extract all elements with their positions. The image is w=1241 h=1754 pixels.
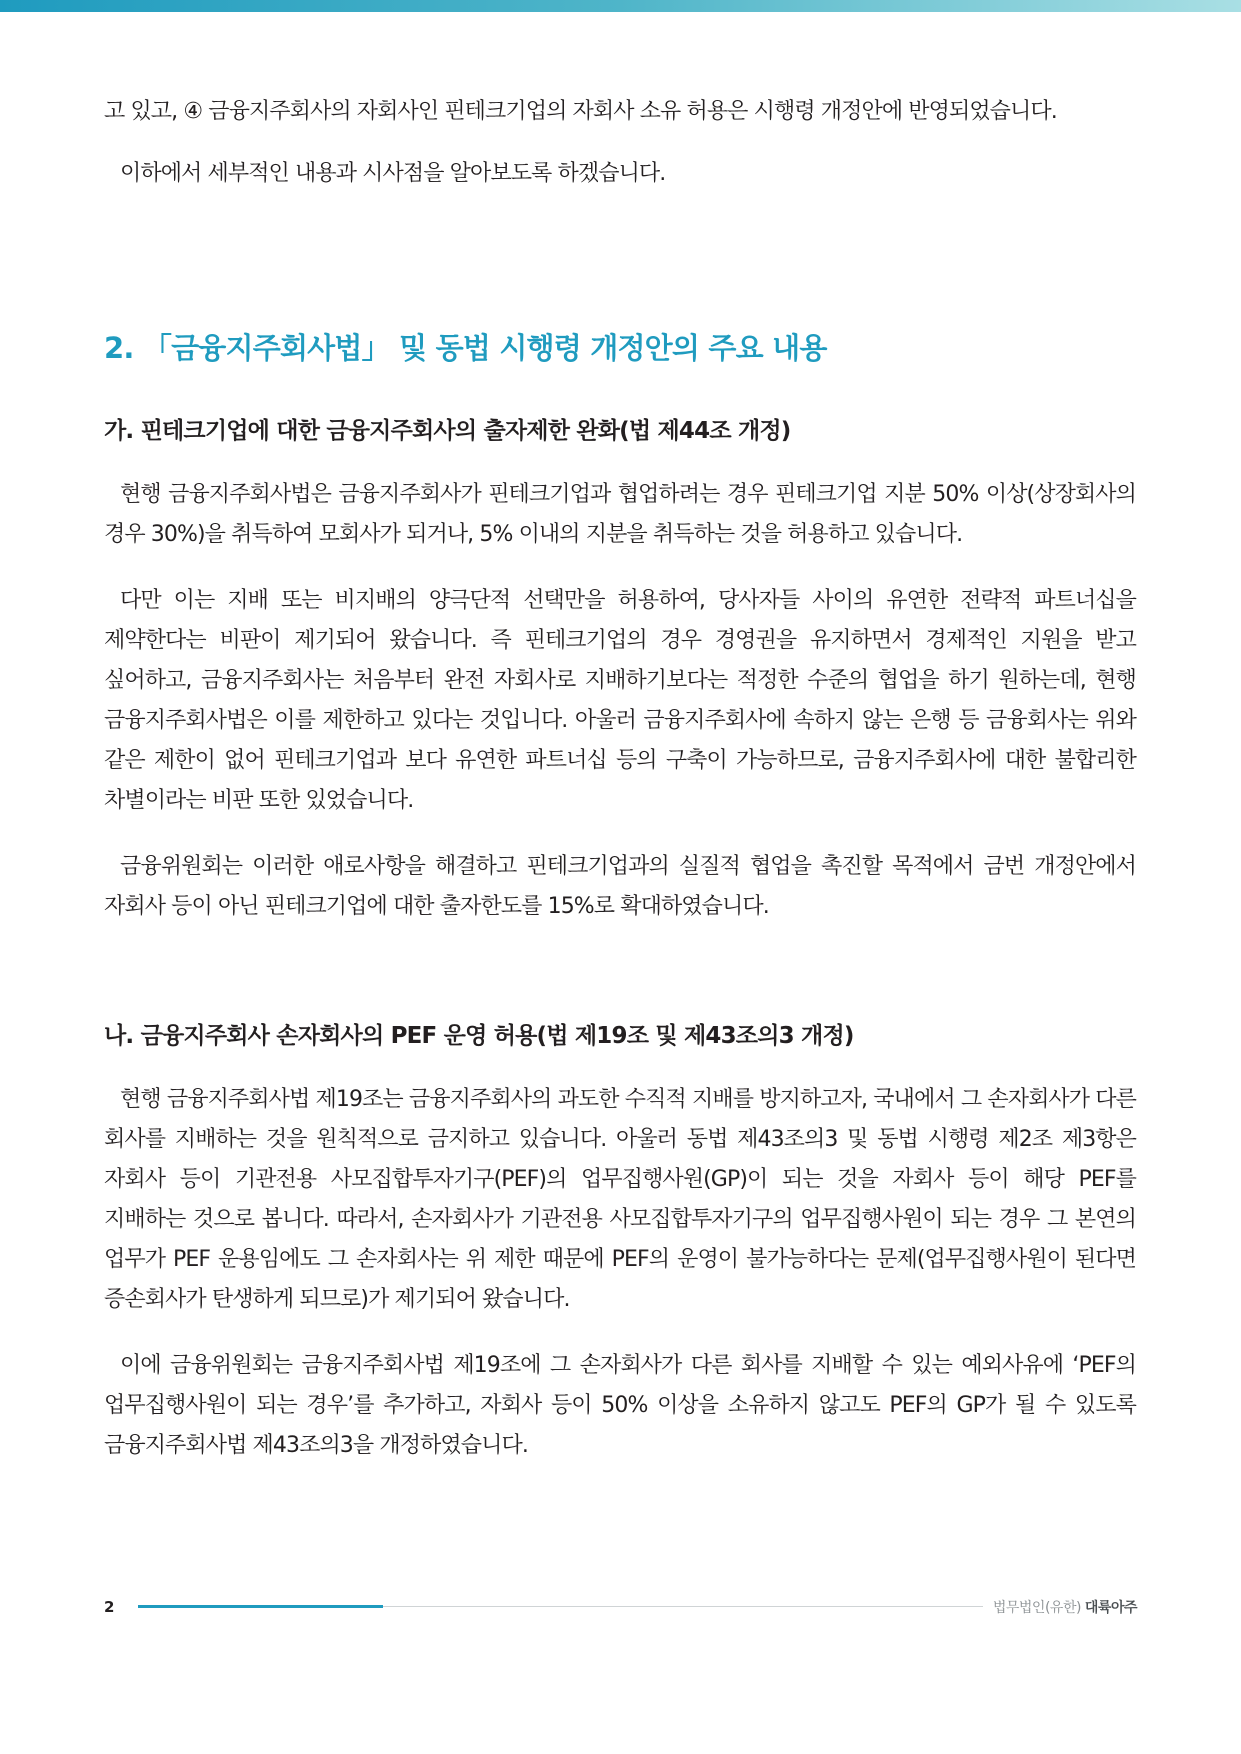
footer-accent-line [138, 1605, 383, 1608]
intro-line-1: 고 있고, ④ 금융지주회사의 자회사인 핀테크기업의 자회사 소유 허용은 시행령 개정안에 반영되었습니다. [104, 99, 1057, 124]
firm-name: 대륙아주 [1084, 1600, 1137, 1616]
subsection-a-paragraph-3: 금융위원회는 이러한 애로사항을 해결하고 핀테크기업과의 실질적 협업을 촉진할 목적에서 금번 개정안에서 자회사 등이 아닌 핀테크기업에 대한 출자한도를 15%로 확대하였습니다. [104, 854, 1136, 919]
subsection-a-paragraph-2: 다만 이는 지배 또는 비지배의 양극단적 선택만을 허용하여, 당사자들 사이의 유연한 전략적 파트너십을 제약한다는 비판이 제기되어 왔습니다. 즉 핀테크기업의 경우 경영권을 유지하면서 경제적인 지원을 받고 싶어하고, 금융지주회사는 처음부터 완전 자회사로 지배하기보다는 적정한 수준의 협업을 하기 원하는데, 현행 금융지주회사법은 이를 제한하고 있다는 것입니다. 아울러 금융지주회사에 속하지 않는 은행 등 금융회사는 위와 같은 제한이 없어 핀테크기업과 보다 유연한 파트너십 등의 구축이 가능하므로, 금융지주회사에 대한 불합리한 차별이라는 비판 또한 있었습니다. [104, 588, 1136, 813]
page-number: 2 [104, 1598, 115, 1616]
subsection-b-heading: 나. 금융지주회사 손자회사의 PEF 운영 허용(법 제19조 및 제43조의3 개정) [104, 1023, 854, 1049]
footer-firm-name [993, 1597, 1137, 1617]
subsection-a-heading: 가. 핀테크기업에 대한 금융지주회사의 출자제한 완화(법 제44조 개정) [104, 418, 791, 444]
intro-line-2: 이하에서 세부적인 내용과 시사점을 알아보도록 하겠습니다. [120, 161, 666, 186]
subsection-a-body [104, 475, 1136, 927]
subsection-a-paragraph-1: 현행 금융지주회사법은 금융지주회사가 핀테크기업과 협업하려는 경우 핀테크기업 지분 50% 이상(상장회사의 경우 30%)을 취득하여 모회사가 되거나, 5% 이내의 지분을 취득하는 것을 허용하고 있습니다. [104, 482, 1136, 547]
subsection-b-paragraph-2: 이에 금융위원회는 금융지주회사법 제19조에 그 손자회사가 다른 회사를 지배할 수 있는 예외사유에 ‘PEF의 업무집행사원이 되는 경우’를 추가하고, 자회사 등이 50% 이상을 소유하지 않고도 PEF의 GP가 될 수 있도록 금융지주회사법 제43조의3을 개정하였습니다. [104, 1353, 1136, 1458]
subsection-b-paragraph-1: 현행 금융지주회사법 제19조는 금융지주회사의 과도한 수직적 지배를 방지하고자, 국내에서 그 손자회사가 다른 회사를 지배하는 것을 원칙적으로 금지하고 있습니다. 아울러 동법 제43조의3 및 동법 시행령 제2조 제3항은 자회사 등이 기관전용 사모집합투자기구(PEF)의 업무집행사원(GP)이 되는 것을 자회사 등이 해당 PEF를 지배하는 것으로 봅니다. 따라서, 손자회사가 기관전용 사모집합투자기구의 업무집행사원이 되는 경우 그 본연의 업무가 PEF 운용임에도 그 손자회사는 위 제한 때문에 PEF의 운영이 불가능하다는 문제(업무집행사원이 된다면 증손회사가 탄생하게 되므로)가 제기되어 왔습니다. [104, 1087, 1136, 1312]
section-title: 2. 「금융지주회사법」 및 동법 시행령 개정안의 주요 내용 [104, 331, 827, 365]
subsection-b-body [104, 1080, 1136, 1466]
footer-divider-line [383, 1606, 983, 1607]
intro-block [104, 92, 1136, 194]
firm-prefix: 법무법인(유한) [992, 1600, 1081, 1616]
top-accent-bar [0, 0, 1241, 12]
